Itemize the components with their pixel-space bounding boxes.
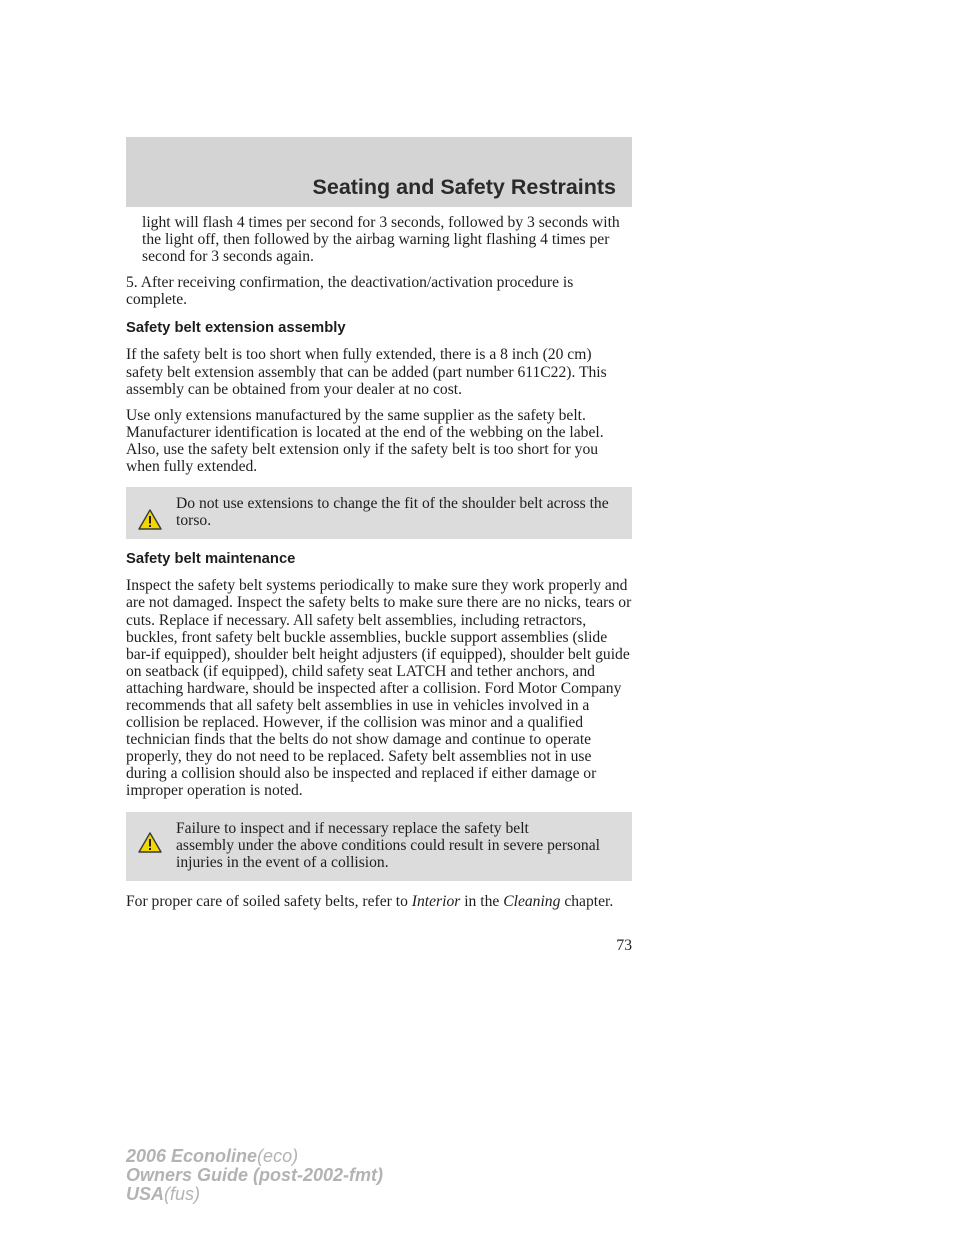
heading-safety-belt-extension: Safety belt extension assembly	[126, 320, 346, 337]
warning-box-maintenance	[126, 812, 632, 881]
warning-text-extension: Do not use extensions to change the fit of the shoulder belt across the torso.	[176, 495, 609, 530]
extension-paragraph-2: Use only extensions manufactured by the same supplier as the safety belt. Manufacturer identification is located at the end of the webbing on the label. Also, use the safety belt extension only if the safety belt is too short for you when fully extended.	[126, 406, 604, 476]
continued-paragraph: light will flash 4 times per second for 3 seconds, followed by 3 seconds with the light off, then followed by the airbag warning light flashing 4 times per second for 3 seconds again.	[142, 214, 620, 266]
reference-cleaning[interactable]: Cleaning	[503, 892, 561, 910]
warning-triangle-icon	[138, 832, 162, 853]
heading-safety-belt-maintenance: Safety belt maintenance	[126, 551, 296, 568]
section-title: Seating and Safety Restraints	[312, 175, 616, 199]
footer-line-1	[126, 1147, 383, 1166]
warning-triangle-icon	[138, 509, 162, 530]
page-number: 73	[616, 937, 632, 954]
maintenance-paragraph: Inspect the safety belt systems periodically to make sure they work properly and are not damaged. Inspect the safety belts to make sure there are no nicks, tears or cuts. Replace if necessary. All safety belt assemblies, including retractors, buckles, front safety belt buckle assemblies, buckle support assemblies (slide bar-if equipped), shoulder belt height adjusters (if equipped), shoulder belt guide on seatback (if equipped), child safety seat LATCH and tether anchors, and attaching hardware, should be inspected after a collision. Ford Motor Company recommends that all safety belt assemblies in use in vehicles involved in a collision be replaced. However, if the collision was minor and a qualified technician finds that the belts do not show damage and continue to operate properly, they do not need to be replaced. Safety belt assemblies not in use during a collision should also be inspected and replaced if either damage or improper operation is noted.	[126, 577, 632, 800]
section-header	[126, 137, 632, 207]
footer-guide: Owners Guide (post-2002-fmt)	[126, 1165, 384, 1185]
extension-paragraph-1: If the safety belt is too short when fully extended, there is a 8 inch (20 cm) safety belt extension assembly that can be added (part number 611C22). This assembly can be obtained from your dealer at no cost.	[126, 346, 607, 398]
care-reference-suffix: chapter.	[564, 892, 614, 910]
care-reference-middle: in the	[464, 892, 500, 910]
footer-model: 2006 Econoline	[126, 1146, 258, 1166]
document-footer	[126, 1147, 383, 1204]
step-5-paragraph: 5. After receiving confirmation, the deactivation/activation procedure is complete.	[126, 274, 574, 309]
warning-text-maintenance-line1: Failure to inspect and if necessary replace the safety belt	[176, 819, 529, 837]
care-reference-paragraph	[126, 893, 632, 910]
footer-line-3	[126, 1185, 383, 1204]
footer-market-code: (fus)	[164, 1184, 201, 1204]
warning-box-extension	[126, 487, 632, 539]
care-reference-prefix: For proper care of soiled safety belts, refer to	[126, 892, 408, 910]
reference-interior[interactable]: Interior	[411, 892, 461, 910]
page-content	[126, 214, 632, 910]
footer-model-code: (eco)	[257, 1146, 299, 1166]
warning-text-maintenance-rest: assembly under the above conditions could result in severe personal injuries in the event of a collision.	[176, 836, 600, 871]
footer-market: USA	[126, 1184, 165, 1204]
